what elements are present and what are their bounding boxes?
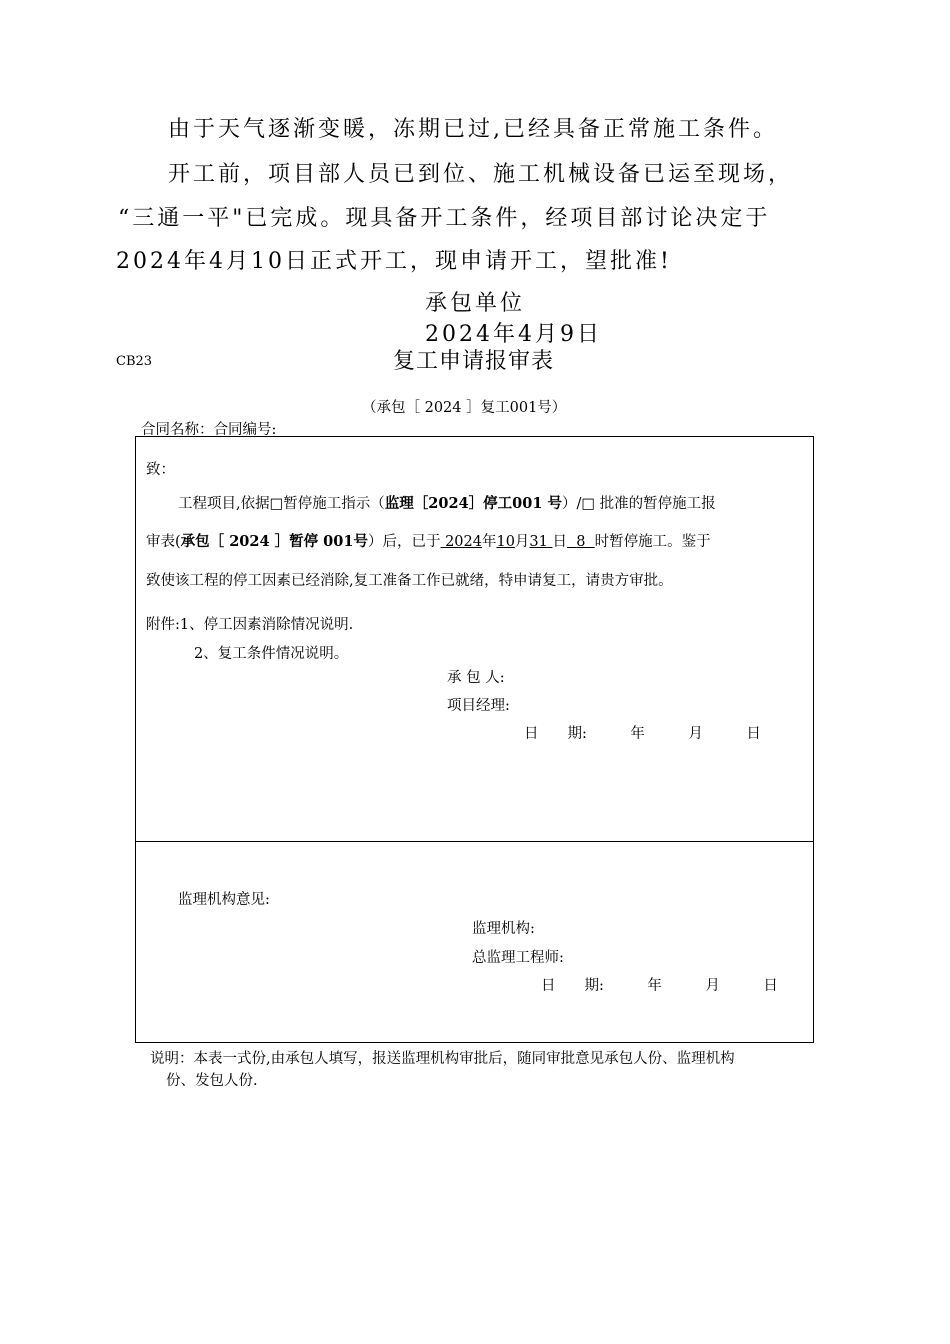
para1-c: ）/□ 批准的暂停施工报 — [561, 496, 716, 512]
hour-value: 8 — [576, 534, 586, 550]
day-value: 31 — [529, 534, 548, 550]
month-value: 10 — [496, 534, 515, 550]
day-unit: 日 — [552, 534, 567, 550]
paragraph-line-3: 致使该工程的停工因素已经消除,复工准备工作已就绪，特申请复工，请贵方审批。 — [146, 573, 673, 589]
year-value: 2024 — [445, 534, 482, 550]
suspension-ref: 承包［ 2024 ］暂停 001号 — [180, 533, 368, 550]
para1-a: 工程项目,依据□暂停施工指示（ — [178, 496, 385, 512]
letter-signer: 承包单位 — [425, 291, 526, 316]
attachment-2: 2、复工条件情况说明。 — [194, 646, 349, 662]
stop-order-ref: 监理［2024］停工001 号 — [384, 495, 562, 512]
chief-engineer-label: 总监理工程师: — [472, 950, 564, 966]
para2-a: 审表( — [146, 534, 181, 550]
form-code: CB23 — [116, 354, 153, 369]
supervisor-date-line: 日 期: 年 月 日 — [541, 978, 778, 994]
paragraph-line-1 — [178, 492, 716, 513]
letter-line-3: “三通一平"已完成。现具备开工条件，经项目部讨论决定于 — [118, 206, 771, 231]
para2-c: ）后，已于 — [367, 534, 441, 550]
letter-date: 2024年4月9日 — [425, 322, 602, 347]
contract-info: 合同名称：合同编号: — [141, 422, 277, 438]
contractor-date-line: 日 期: 年 月 日 — [524, 726, 761, 742]
form-title: 复工申请报审表 — [393, 349, 555, 374]
month-unit: 月 — [514, 534, 530, 550]
paragraph-line-2 — [146, 530, 711, 551]
letter-line-1: 由于天气逐渐变暖，冻期已过,已经具备正常施工条件。 — [168, 117, 778, 142]
letter-line-2: 开工前，项目部人员已到位、施工机械设备已运至现场， — [168, 162, 794, 187]
note-line-2: 份、发包人份. — [166, 1073, 258, 1089]
supervisor-org-label: 监理机构: — [472, 921, 535, 937]
supervisor-opinion-label: 监理机构意见: — [178, 892, 270, 908]
contractor-label: 承 包 人: — [447, 670, 505, 686]
note-line-1: 说明：本表一式份,由承包人填写，报送监理机构审批后，随同审批意见承包人份、监理机构 — [150, 1051, 735, 1067]
form-number: （承包［ 2024 ］复工001号） — [362, 400, 567, 416]
pm-label: 项目经理: — [447, 698, 510, 714]
addressee: 致： — [146, 462, 175, 478]
year-unit: 年 — [481, 534, 497, 550]
table-divider — [135, 841, 814, 842]
letter-line-4: 2024年4月10日正式开工，现申请开工，望批准! — [116, 249, 672, 274]
attachment-1: 附件:1、停工因素消除情况说明. — [146, 617, 354, 633]
para2-d: 时暂停施工。鉴于 — [594, 534, 711, 550]
